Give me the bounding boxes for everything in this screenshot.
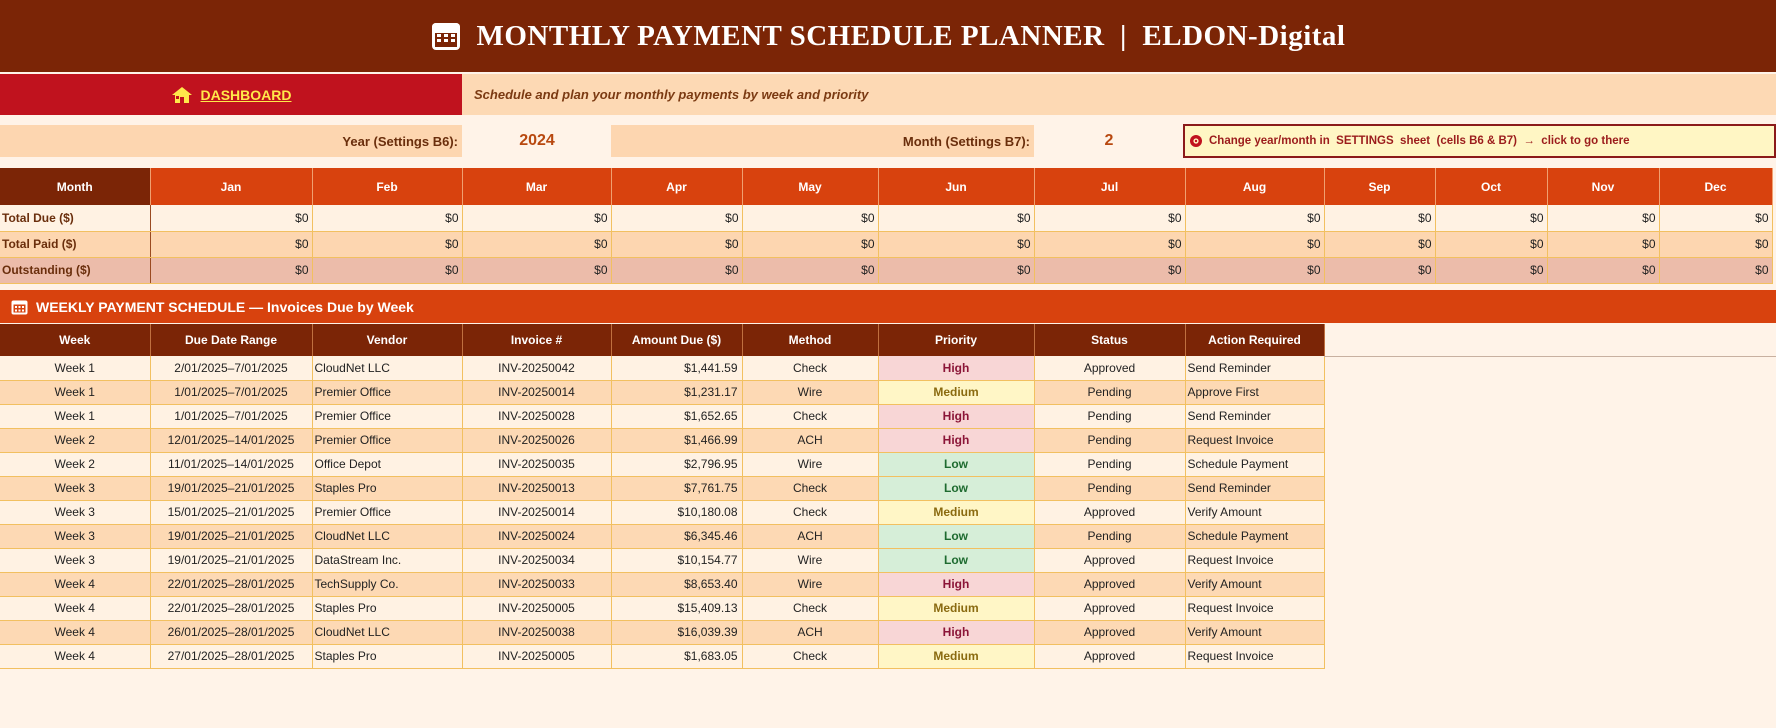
cell-method[interactable]: Check [742, 356, 878, 380]
month-header-apr: Apr [611, 168, 742, 205]
cell-due-date-range[interactable]: 19/01/2025–21/01/2025 [150, 476, 312, 500]
cell-vendor[interactable]: CloudNet LLC [312, 356, 462, 380]
cell-week[interactable]: Week 3 [0, 500, 150, 524]
cell-status[interactable]: Pending [1034, 428, 1185, 452]
summary-cell[interactable]: $0 [150, 257, 312, 283]
cell-method[interactable]: Check [742, 644, 878, 668]
cell-invoice-number[interactable]: INV-20250005 [462, 596, 611, 620]
summary-cell[interactable]: $0 [150, 231, 312, 257]
subtitle-text: Schedule and plan your monthly payments by week and priority [474, 87, 869, 102]
month-header-jan: Jan [150, 168, 312, 205]
summary-cell[interactable]: $0 [1185, 257, 1324, 283]
cell-status[interactable]: Pending [1034, 404, 1185, 428]
cell-invoice-number[interactable]: INV-20250014 [462, 380, 611, 404]
year-value[interactable]: 2024 [519, 132, 555, 149]
month-value[interactable]: 2 [1104, 132, 1114, 149]
summary-cell[interactable]: $0 [1659, 231, 1772, 257]
weekly-schedule-table [0, 324, 1325, 669]
cell-week[interactable]: Week 4 [0, 596, 150, 620]
change-note-text: Change year/month in SETTINGS sheet (cells B6 & B7) → click to go there [1209, 135, 1630, 147]
summary-cell[interactable]: $0 [611, 205, 742, 231]
summary-cell[interactable]: $0 [742, 231, 878, 257]
cell-method[interactable]: Wire [742, 380, 878, 404]
summary-cell[interactable]: $0 [462, 205, 611, 231]
table-row [0, 428, 1324, 452]
cell-action-required[interactable]: Schedule Payment [1185, 452, 1324, 476]
home-icon [171, 86, 193, 104]
cell-week[interactable]: Week 4 [0, 644, 150, 668]
cell-week[interactable]: Week 2 [0, 452, 150, 476]
cell-method[interactable]: ACH [742, 524, 878, 548]
cell-vendor[interactable]: Premier Office [312, 428, 462, 452]
cell-due-date-range[interactable]: 22/01/2025–28/01/2025 [150, 572, 312, 596]
cell-due-date-range[interactable]: 1/01/2025–7/01/2025 [150, 404, 312, 428]
cell-invoice-number[interactable]: INV-20250035 [462, 452, 611, 476]
cell-action-required[interactable]: Verify Amount [1185, 620, 1324, 644]
month-header-sep: Sep [1324, 168, 1435, 205]
column-header-week: Week [0, 324, 150, 356]
year-label: Year (Settings B6): [0, 125, 462, 157]
month-header: Month [0, 168, 150, 205]
column-header-status: Status [1034, 324, 1185, 356]
month-header-nov: Nov [1547, 168, 1659, 205]
cell-method[interactable]: Wire [742, 548, 878, 572]
cell-amount-due[interactable]: $16,039.39 [611, 620, 742, 644]
summary-cell[interactable]: $0 [1435, 205, 1547, 231]
summary-cell[interactable]: $0 [611, 257, 742, 283]
weekly-schedule-banner [0, 290, 1776, 323]
cell-vendor[interactable]: DataStream Inc. [312, 548, 462, 572]
cell-status[interactable]: Pending [1034, 452, 1185, 476]
title-bar [0, 0, 1776, 72]
cell-method[interactable]: Wire [742, 452, 878, 476]
summary-cell[interactable]: $0 [742, 205, 878, 231]
summary-cell[interactable]: $0 [1435, 231, 1547, 257]
summary-cell[interactable]: $0 [1547, 231, 1659, 257]
column-header-method: Method [742, 324, 878, 356]
cell-invoice-number[interactable]: INV-20250028 [462, 404, 611, 428]
subtitle [462, 74, 1776, 115]
monthly-summary-table [0, 168, 1773, 284]
summary-cell[interactable]: $0 [312, 205, 462, 231]
month-header-jul: Jul [1034, 168, 1185, 205]
table-row [0, 644, 1324, 668]
cell-invoice-number[interactable]: INV-20250033 [462, 572, 611, 596]
cell-priority[interactable]: Low [878, 452, 1034, 476]
cell-amount-due[interactable]: $10,180.08 [611, 500, 742, 524]
summary-cell[interactable]: $0 [1659, 205, 1772, 231]
summary-row-total-due [0, 205, 1772, 231]
cell-vendor[interactable]: Office Depot [312, 452, 462, 476]
table-row [0, 620, 1324, 644]
cell-amount-due[interactable]: $1,652.65 [611, 404, 742, 428]
table-row [0, 452, 1324, 476]
summary-row-outstanding [0, 257, 1772, 283]
cell-priority[interactable]: High [878, 572, 1034, 596]
cell-action-required[interactable]: Request Invoice [1185, 428, 1324, 452]
table-row [0, 404, 1324, 428]
cell-invoice-number[interactable]: INV-20250005 [462, 644, 611, 668]
cell-priority[interactable]: Low [878, 524, 1034, 548]
cell-invoice-number[interactable]: INV-20250038 [462, 620, 611, 644]
month-header-mar: Mar [462, 168, 611, 205]
weekly-header-row [0, 324, 1324, 356]
cell-vendor[interactable]: Staples Pro [312, 596, 462, 620]
cell-priority[interactable]: Low [878, 548, 1034, 572]
month-header-aug: Aug [1185, 168, 1324, 205]
dashboard-cell[interactable] [0, 74, 462, 115]
cell-week[interactable]: Week 3 [0, 524, 150, 548]
summary-cell[interactable]: $0 [1547, 205, 1659, 231]
cell-action-required[interactable]: Request Invoice [1185, 596, 1324, 620]
table-row [0, 572, 1324, 596]
cell-status[interactable]: Pending [1034, 524, 1185, 548]
summary-cell[interactable]: $0 [1547, 257, 1659, 283]
cell-due-date-range[interactable]: 11/01/2025–14/01/2025 [150, 452, 312, 476]
cell-method[interactable]: Check [742, 476, 878, 500]
cell-due-date-range[interactable]: 27/01/2025–28/01/2025 [150, 644, 312, 668]
cell-amount-due[interactable]: $8,653.40 [611, 572, 742, 596]
month-header-oct: Oct [1435, 168, 1547, 205]
cell-action-required[interactable]: Verify Amount [1185, 572, 1324, 596]
cell-due-date-range[interactable]: 15/01/2025–21/01/2025 [150, 500, 312, 524]
cell-amount-due[interactable]: $1,441.59 [611, 356, 742, 380]
cell-action-required[interactable]: Approve First [1185, 380, 1324, 404]
weekly-banner-title: WEEKLY PAYMENT SCHEDULE — Invoices Due by Week [36, 298, 414, 315]
cell-priority[interactable]: High [878, 620, 1034, 644]
table-row [0, 548, 1324, 572]
cell-week[interactable]: Week 3 [0, 476, 150, 500]
table-row [0, 380, 1324, 404]
cell-status[interactable]: Approved [1034, 548, 1185, 572]
gear-icon [1189, 134, 1203, 148]
summary-cell[interactable]: $0 [1324, 231, 1435, 257]
cell-status[interactable]: Approved [1034, 356, 1185, 380]
summary-cell[interactable]: $0 [1034, 257, 1185, 283]
cell-priority[interactable]: High [878, 404, 1034, 428]
cell-status[interactable]: Approved [1034, 572, 1185, 596]
summary-cell[interactable]: $0 [611, 231, 742, 257]
cell-priority[interactable]: High [878, 356, 1034, 380]
cell-action-required[interactable]: Send Reminder [1185, 356, 1324, 380]
cell-invoice-number[interactable]: INV-20250014 [462, 500, 611, 524]
column-header-amount-due: Amount Due ($) [611, 324, 742, 356]
cell-status[interactable]: Approved [1034, 620, 1185, 644]
summary-cell[interactable]: $0 [742, 257, 878, 283]
cell-week[interactable]: Week 1 [0, 356, 150, 380]
column-header-priority: Priority [878, 324, 1034, 356]
cell-method[interactable]: Check [742, 500, 878, 524]
cell-status[interactable]: Approved [1034, 644, 1185, 668]
cell-amount-due[interactable]: $2,796.95 [611, 452, 742, 476]
summary-row-label: Total Due ($) [0, 205, 150, 231]
cell-week[interactable]: Week 3 [0, 548, 150, 572]
month-header-jun: Jun [878, 168, 1034, 205]
cell-method[interactable]: ACH [742, 428, 878, 452]
summary-header-row [0, 168, 1772, 205]
cell-action-required[interactable]: Send Reminder [1185, 476, 1324, 500]
summary-cell[interactable]: $0 [1324, 205, 1435, 231]
summary-cell[interactable]: $0 [312, 257, 462, 283]
cell-action-required[interactable]: Verify Amount [1185, 500, 1324, 524]
month-header-dec: Dec [1659, 168, 1772, 205]
summary-cell[interactable]: $0 [150, 205, 312, 231]
cell-invoice-number[interactable]: INV-20250042 [462, 356, 611, 380]
cell-priority[interactable]: Medium [878, 500, 1034, 524]
cell-vendor[interactable]: Staples Pro [312, 476, 462, 500]
summary-cell[interactable]: $0 [1435, 257, 1547, 283]
summary-cell[interactable]: $0 [1324, 257, 1435, 283]
cell-vendor[interactable]: Premier Office [312, 500, 462, 524]
cell-priority[interactable]: High [878, 428, 1034, 452]
summary-cell[interactable]: $0 [1185, 231, 1324, 257]
summary-cell[interactable]: $0 [1185, 205, 1324, 231]
cell-amount-due[interactable]: $10,154.77 [611, 548, 742, 572]
cell-invoice-number[interactable]: INV-20250024 [462, 524, 611, 548]
table-row [0, 524, 1324, 548]
summary-cell[interactable]: $0 [878, 257, 1034, 283]
column-header-vendor: Vendor [312, 324, 462, 356]
cell-status[interactable]: Pending [1034, 380, 1185, 404]
change-settings-link[interactable] [1183, 124, 1776, 158]
cell-due-date-range[interactable]: 1/01/2025–7/01/2025 [150, 380, 312, 404]
cell-due-date-range[interactable]: 22/01/2025–28/01/2025 [150, 596, 312, 620]
cell-status[interactable]: Approved [1034, 500, 1185, 524]
month-header-may: May [742, 168, 878, 205]
summary-cell[interactable]: $0 [462, 257, 611, 283]
cell-week[interactable]: Week 1 [0, 380, 150, 404]
cell-week[interactable]: Week 4 [0, 572, 150, 596]
table-row [0, 476, 1324, 500]
cell-due-date-range[interactable]: 26/01/2025–28/01/2025 [150, 620, 312, 644]
summary-cell[interactable]: $0 [1034, 205, 1185, 231]
summary-cell[interactable]: $0 [1034, 231, 1185, 257]
cell-week[interactable]: Week 4 [0, 620, 150, 644]
cell-vendor[interactable]: CloudNet LLC [312, 620, 462, 644]
summary-cell[interactable]: $0 [878, 205, 1034, 231]
cell-action-required[interactable]: Request Invoice [1185, 644, 1324, 668]
cell-status[interactable]: Approved [1034, 596, 1185, 620]
cell-vendor[interactable]: TechSupply Co. [312, 572, 462, 596]
dashboard-link[interactable]: DASHBOARD [200, 86, 292, 103]
cell-priority[interactable]: Medium [878, 644, 1034, 668]
cell-invoice-number[interactable]: INV-20250034 [462, 548, 611, 572]
cell-method[interactable]: ACH [742, 620, 878, 644]
cell-invoice-number[interactable]: INV-20250026 [462, 428, 611, 452]
cell-due-date-range[interactable]: 2/01/2025–7/01/2025 [150, 356, 312, 380]
summary-row-total-paid [0, 231, 1772, 257]
cell-due-date-range[interactable]: 12/01/2025–14/01/2025 [150, 428, 312, 452]
page-title: MONTHLY PAYMENT SCHEDULE PLANNER | ELDON-Digital [476, 19, 1346, 52]
cell-priority[interactable]: Low [878, 476, 1034, 500]
summary-cell[interactable]: $0 [462, 231, 611, 257]
cell-vendor[interactable]: Premier Office [312, 404, 462, 428]
cell-method[interactable]: Check [742, 596, 878, 620]
summary-cell[interactable]: $0 [878, 231, 1034, 257]
divider [1324, 356, 1776, 357]
cell-method[interactable]: Check [742, 404, 878, 428]
cell-priority[interactable]: Medium [878, 380, 1034, 404]
cell-amount-due[interactable]: $1,466.99 [611, 428, 742, 452]
cell-amount-due[interactable]: $15,409.13 [611, 596, 742, 620]
cell-week[interactable]: Week 2 [0, 428, 150, 452]
calendar-icon [11, 299, 28, 315]
cell-priority[interactable]: Medium [878, 596, 1034, 620]
cell-vendor[interactable]: CloudNet LLC [312, 524, 462, 548]
cell-action-required[interactable]: Request Invoice [1185, 548, 1324, 572]
summary-row-label: Outstanding ($) [0, 257, 150, 283]
month-label: Month (Settings B7): [611, 125, 1034, 157]
calendar-icon [431, 21, 461, 51]
cell-due-date-range[interactable]: 19/01/2025–21/01/2025 [150, 524, 312, 548]
cell-week[interactable]: Week 1 [0, 404, 150, 428]
cell-vendor[interactable]: Premier Office [312, 380, 462, 404]
summary-cell[interactable]: $0 [1659, 257, 1772, 283]
cell-status[interactable]: Pending [1034, 476, 1185, 500]
cell-due-date-range[interactable]: 19/01/2025–21/01/2025 [150, 548, 312, 572]
month-header-feb: Feb [312, 168, 462, 205]
column-header-action-required: Action Required [1185, 324, 1324, 356]
summary-cell[interactable]: $0 [312, 231, 462, 257]
cell-amount-due[interactable]: $6,345.46 [611, 524, 742, 548]
column-header-invoice-number: Invoice # [462, 324, 611, 356]
cell-method[interactable]: Wire [742, 572, 878, 596]
table-row [0, 500, 1324, 524]
cell-amount-due[interactable]: $7,761.75 [611, 476, 742, 500]
table-row [0, 596, 1324, 620]
cell-invoice-number[interactable]: INV-20250013 [462, 476, 611, 500]
cell-amount-due[interactable]: $1,683.05 [611, 644, 742, 668]
cell-action-required[interactable]: Schedule Payment [1185, 524, 1324, 548]
cell-vendor[interactable]: Staples Pro [312, 644, 462, 668]
cell-action-required[interactable]: Send Reminder [1185, 404, 1324, 428]
cell-amount-due[interactable]: $1,231.17 [611, 380, 742, 404]
table-row [0, 356, 1324, 380]
column-header-due-date-range: Due Date Range [150, 324, 312, 356]
summary-row-label: Total Paid ($) [0, 231, 150, 257]
